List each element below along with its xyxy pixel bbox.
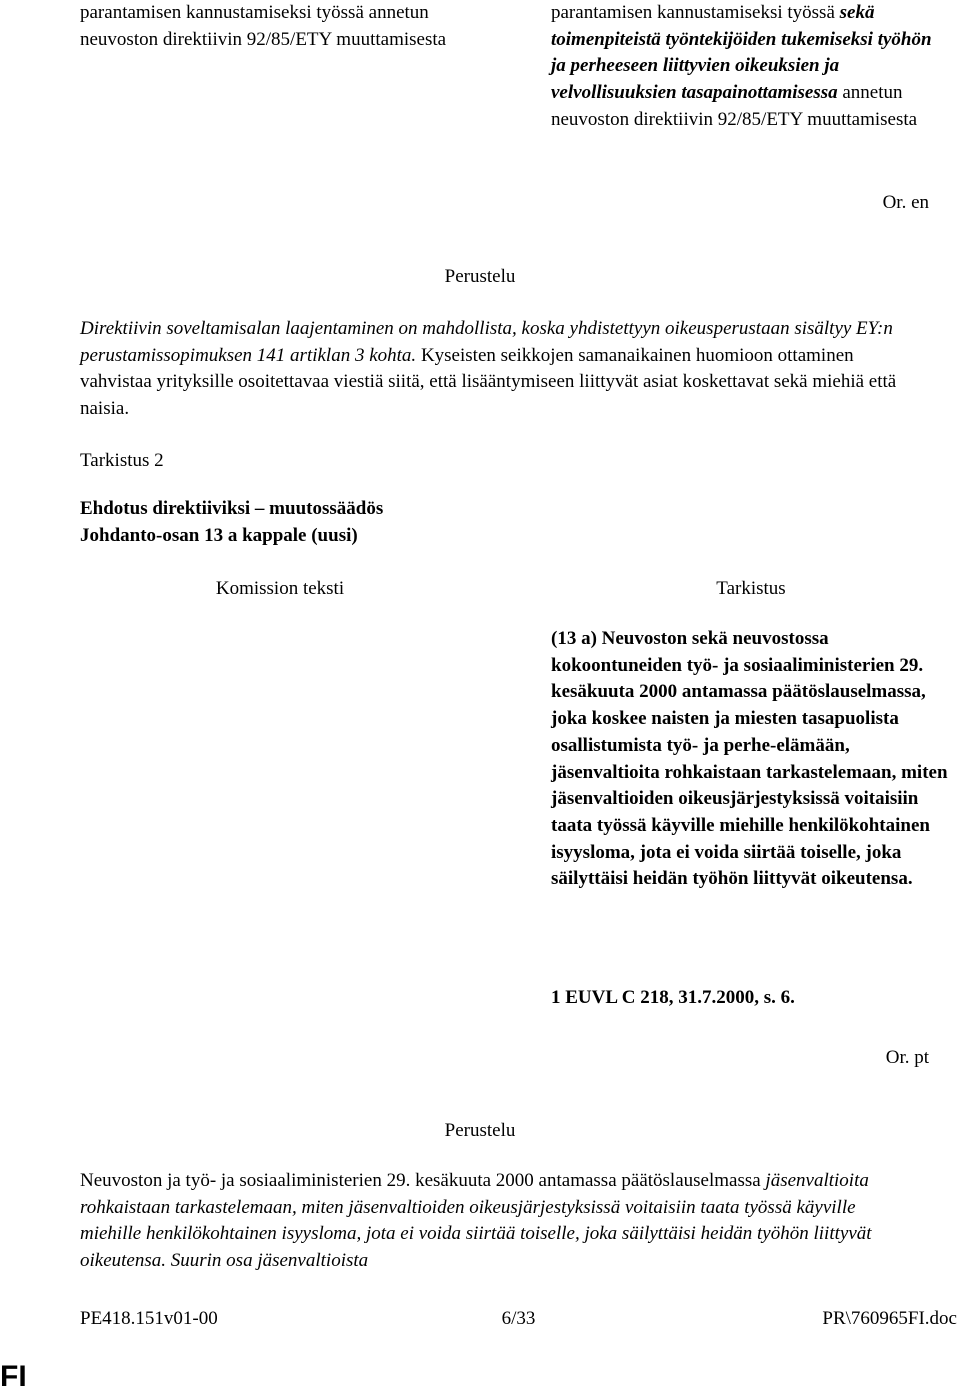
justification-text (80, 316, 910, 423)
footnote: 1 EUVL C 218, 31.7.2000, s. 6. (551, 987, 795, 1008)
original-language-label: Or. pt (885, 1047, 929, 1068)
justification-heading: Perustelu (444, 266, 516, 287)
amendment-column-header: Tarkistus (716, 578, 786, 599)
proposal-reference: Johdanto-osan 13 a kappale (uusi) (80, 525, 358, 546)
proposal-title: Ehdotus direktiiviksi – muutossäädös (80, 498, 384, 519)
language-badge: FI (0, 1360, 27, 1393)
footer-page-number: 6/33 (501, 1308, 536, 1329)
amended-title-plain-end: annetun neuvoston direktiivin 92/85/ETY muuttamisesta (551, 82, 918, 130)
amended-title-fragment (551, 0, 951, 134)
commission-text-column-header: Komission teksti (215, 578, 345, 599)
page-footer (80, 1306, 957, 1333)
justification-body: jäsenvaltioita rohkaistaan tarkastelemaan, miten jäsenvaltioiden oikeusjärjestyksissä voitaisiin taata työssä käyville miehille henkilökohtainen isyysloma, jota ei voida siirtää toiselle, joka säilyttäisi heidän työhön liittyvät oikeutensa. Suurin osa jäsenvaltioista (80, 1170, 872, 1272)
original-language-label: Or. en (882, 192, 929, 213)
amended-title-plain-start: parantamisen kannustamiseksi työssä (551, 2, 835, 23)
amended-title-inserted-text: sekä toimenpiteistä työntekijöiden tukemiseksi työhön ja perheeseen liittyvien oikeuksien ja velvollisuuksien tasapainottamisessa (551, 2, 932, 104)
justification-heading: Perustelu (444, 1120, 516, 1141)
previous-page-title-fragment: parantamisen kannustamiseksi työssä annetun neuvoston direktiivin 92/85/ETY muuttamisesta (80, 2, 447, 50)
amendment-number: Tarkistus 2 (80, 450, 164, 471)
footer-file-name: PR\760965FI.doc (822, 1308, 957, 1329)
justification-sentence-1: Direktiivin soveltamisalan laajentaminen on mahdollista, koska yhdistettyyn oikeusperustaan sisältyy EY:n perustamissopimuksen 141 artiklan 3 kohta. (80, 318, 893, 366)
justification-sentence-2: Kyseisten seikkojen samanaikainen huomioon ottaminen vahvistaa yrityksille osoitettavaa viestiä siitä, että lisääntymiseen liittyvät asiat koskettavat sekä miehiä että naisia. (80, 344, 897, 420)
footer-document-id: PE418.151v01-00 (80, 1308, 218, 1329)
amendment-text: (13 a) Neuvoston sekä neuvostossa kokoontuneiden työ- ja sosiaaliministerien 29. kesäkuuta 2000 antamassa päätöslauselmassa, joka koskee naisten ja miesten tasapuolista osallistumista työ- ja perhe-elämään, jäsenvaltioita rohkaistaan tarkastelemaan, miten jäsenvaltioiden oikeusjärjestyksissä voitaisiin taata työssä käyville miehille henkilökohtainen isyysloma, jota ei voida siirtää toiselle, joka säilyttäisi heidän työhön liittyvät oikeutensa. (551, 628, 948, 890)
justification-text (80, 1168, 910, 1275)
justification-lead: Neuvoston ja työ- ja sosiaaliministerien 29. kesäkuuta 2000 antamassa päätöslauselmassa (80, 1170, 761, 1191)
